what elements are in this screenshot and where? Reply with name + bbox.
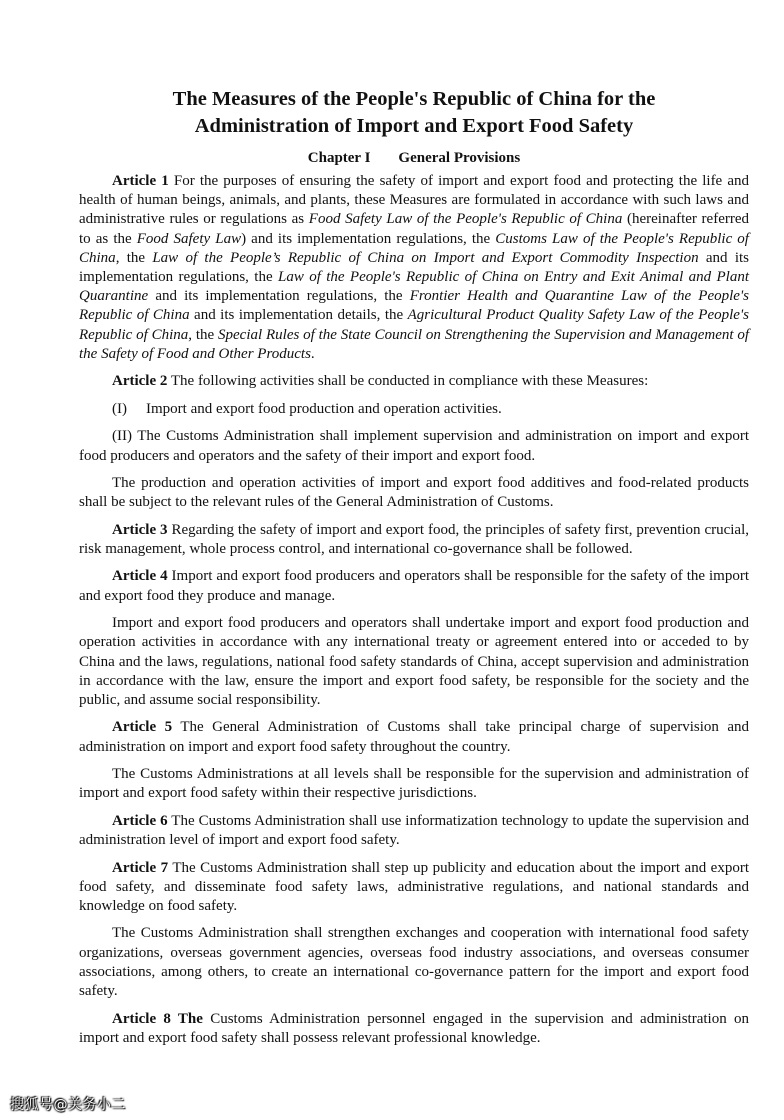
text-segment: The Customs Administration shall use informatization technology to update the supervision and administration level of import and export food safety. — [79, 812, 749, 849]
article-label: Article 8 The — [112, 1010, 203, 1027]
article-label: Article 3 — [112, 521, 168, 538]
body-paragraph — [79, 427, 749, 465]
text-segment: The Customs Administration shall step up publicity and education about the import and export food safety, and disseminate food safety laws, administrative regulations, and national standards and knowledge on food safety. — [79, 859, 750, 914]
text-segment: Customs Administration personnel engaged in the supervision and administration on import and export food safety shall possess relevant professional knowledge. — [79, 1010, 749, 1046]
body-paragraph — [79, 924, 749, 1001]
text-segment: The General Administration of Customs shall take principal charge of supervision and administration on import and export food safety throughout the country. — [79, 719, 750, 755]
text-segment: The Customs Administrations at all levels shall be responsible for the supervision and administration of import and export food safety within their respective jurisdictions. — [79, 766, 749, 802]
title-line-1: The Measures of the People's Republic of China for the — [172, 88, 656, 110]
law-title: Agricultural Product Quality Safety Law of the People's Republic of China — [79, 307, 749, 343]
list-item — [79, 400, 749, 419]
title-line-2: Administration of Import and Export Food Safety — [194, 115, 634, 137]
law-title: Food Safety Law — [136, 230, 242, 247]
article-label: Article 5 — [112, 719, 173, 736]
document-body — [79, 172, 749, 1048]
article-label: Article 1 — [112, 173, 169, 189]
law-title: Frontier Health and Quarantine Law of the People's Republic of China — [79, 288, 749, 324]
text-segment: The following activities shall be conducted in compliance with these Measures: — [167, 373, 649, 390]
text-segment: and its implementation regulations, the — [148, 288, 410, 305]
watermark-text: 搜狐号@关务小二 — [10, 1097, 126, 1113]
text-segment: , the — [188, 326, 219, 343]
article-paragraph — [79, 812, 749, 850]
article-paragraph — [79, 567, 749, 605]
text-segment: , the — [115, 249, 153, 266]
text-segment: (hereinafter referred to as the — [79, 211, 750, 247]
document-title — [79, 86, 749, 140]
text-segment: For the purposes of ensuring the safety of import and export food and protecting the life and health of human beings, animals, and plants, these Measures are formulated in accordance with such laws and administrative rules or regulations as — [79, 173, 749, 228]
law-title: Law of the People’s Republic of China on Import and Export Commodity Inspection — [152, 249, 699, 266]
body-paragraph — [79, 614, 749, 710]
body-paragraph — [79, 474, 749, 512]
law-title: Customs Law of the People's Republic of China — [79, 230, 749, 266]
chapter-heading — [79, 148, 749, 168]
article-paragraph — [79, 172, 749, 364]
text-segment: ) and its implementation regulations, the — [241, 230, 496, 247]
text-segment: and its implementation regulations, the — [79, 249, 750, 286]
article-paragraph — [79, 372, 749, 391]
article-label: Article 4 — [112, 568, 168, 585]
chapter-number: Chapter I — [307, 150, 371, 166]
document-page — [79, 86, 749, 1056]
text-segment: Import and export food production and operation activities. — [146, 400, 502, 417]
text-segment: Import and export food producers and operators shall undertake import and export food production and operation activities in accordance with any international treaty or agreement entered into or acceded to by China and the laws, regulations, national food safety standards of China, accept supervision and administration in accordance with the law, ensure the import and export food safety, be responsible for the society and the public, and assume social responsibility. — [79, 615, 749, 708]
text-segment: Regarding the safety of import and export food, the principles of safety first, prevention crucial, risk management, whole process control, and international co-governance shall be followed. — [79, 521, 749, 557]
text-segment: and its implementation details, the — [189, 307, 408, 324]
article-label: Article 2 — [112, 373, 168, 390]
article-label: Article 6 — [112, 812, 168, 829]
text-segment: The Customs Administration shall strengthen exchanges and cooperation with international food safety organizations, overseas government agencies, overseas food industry associations, and overseas consumer associations, among others, to create an international co-governance pattern for the import and export food safety. — [79, 925, 749, 1000]
law-title: Food Safety Law of the People's Republic of China — [308, 211, 623, 228]
text-segment: (II) The Customs Administration shall implement supervision and administration on import and export food producers and operators and the safety of their import and export food. — [79, 428, 749, 464]
text-segment: The production and operation activities of import and export food additives and food-related products shall be subject to the relevant rules of the General Administration of Customs. — [79, 475, 749, 511]
law-title: Special Rules of the State Council on Strengthening the Supervision and Management of the Safety of Food and Other Products — [79, 326, 750, 362]
law-title: Law of the People's Republic of China on Entry and Exit Animal and Plant Quarantine — [79, 269, 749, 305]
item-number: (I) — [112, 400, 127, 417]
text-segment: . — [310, 345, 315, 362]
article-paragraph — [79, 521, 749, 559]
article-label: Article 7 — [112, 859, 169, 876]
chapter-title: General Provisions — [398, 150, 521, 166]
article-paragraph — [79, 1010, 749, 1048]
article-paragraph — [79, 859, 749, 917]
article-paragraph — [79, 718, 749, 756]
text-segment: Import and export food producers and operators shall be responsible for the safety of the import and export food they produce and manage. — [79, 568, 749, 604]
body-paragraph — [79, 765, 749, 803]
